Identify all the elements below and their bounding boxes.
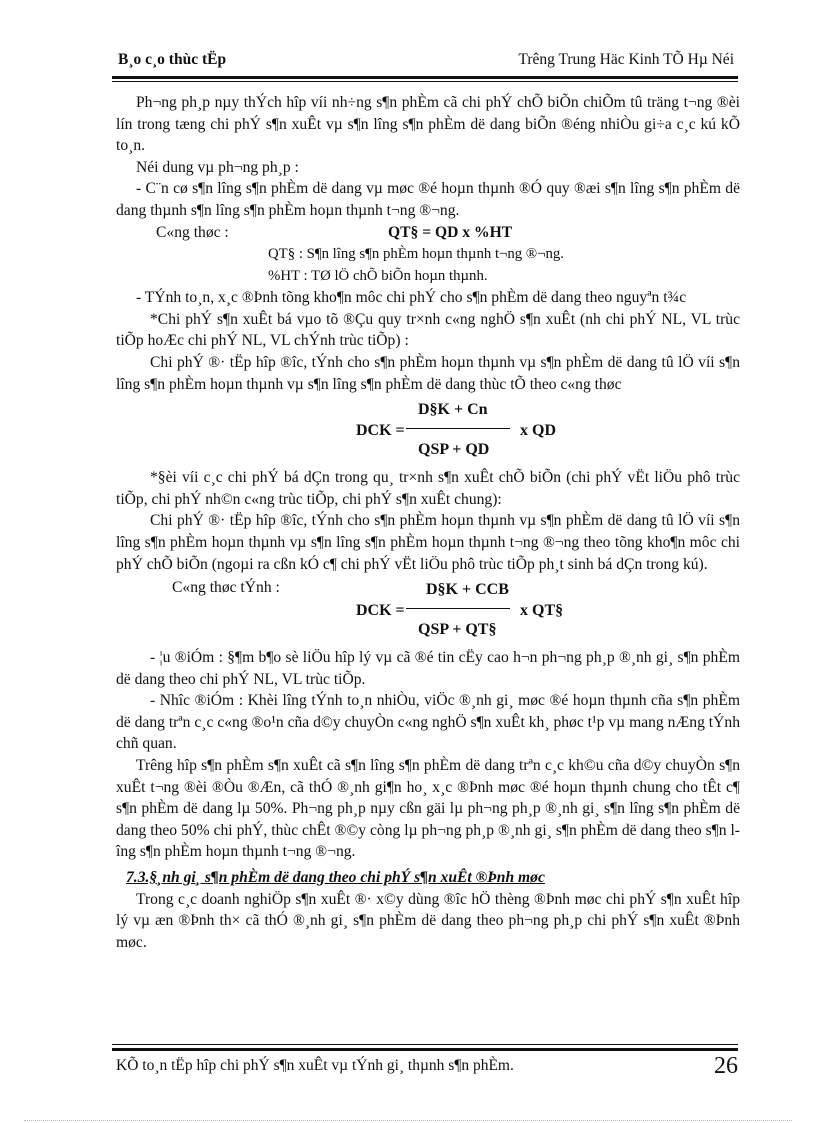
header-rule-thin bbox=[112, 81, 738, 82]
formula-rhs: x QT§ bbox=[520, 602, 564, 620]
paragraph-allocation-proportion: Chi phÝ ®· tËp hîp ®îc, tÝnh cho s¶n phÈm hoµn thµnh vµ s¶n phÈm dë dang tû lÖ víi s¶n lîng s¶n phÈm hoµn thµnh vµ s¶n lîng s¶n phÈm dë dang thùc tÕ theo c«ng thøc bbox=[116, 353, 740, 393]
formula-dck-direct-material bbox=[116, 397, 740, 465]
paragraph-content-method-label: Néi dung vµ ph¬ng ph¸p : bbox=[136, 158, 299, 176]
formula-lhs: DCK = bbox=[356, 602, 405, 620]
section-heading-7-3: 7.3.§¸nh gi¸ s¶n phÈm dë dang theo chi phÝ s¶n xuÊt ®Þnh møc bbox=[126, 869, 545, 887]
page-header bbox=[112, 48, 738, 74]
header-rule-thick bbox=[112, 76, 738, 79]
formula-rhs: x QD bbox=[520, 422, 556, 440]
formula-numerator: D§K + CCB bbox=[426, 581, 509, 599]
paragraph-advantages: - ¦u ®iÓm : §¶m b¶o sè liÖu hîp lý vµ cã ®é tin cËy cao h¬n ph¬ng ph¸p ®¸nh gi¸ s¶n phÈm dë dang theo chi phÝ NL, VL trùc tiÕp. bbox=[116, 649, 740, 688]
paragraph-conversion-step: - C¨n cø s¶n lîng s¶n phÈm dë dang vµ møc ®é hoµn thµnh ®Ó quy ®æi s¶n lîng s¶n phÈm dë dang thµnh s¶n lîng s¶n phÈm hoµn thµnh t¬ng ®¬ng. bbox=[116, 180, 740, 219]
formula-label: C«ng thøc : bbox=[156, 223, 229, 241]
fraction-bar bbox=[406, 428, 510, 429]
formula-definition-qtd: QT§ : S¶n lîng s¶n phÈm hoµn thµnh t¬ng ®¬ng. bbox=[268, 245, 564, 262]
header-report-title: B¸o c¸o thùc tËp bbox=[118, 51, 227, 68]
paragraph-gradual-costs: *§èi víi c¸c chi phÝ bá dÇn trong qu¸ tr×nh s¶n xuÊt chÕ biÕn (chi phÝ vËt liÖu phô trùc tiÕp, chi phÝ nh©n c«ng trùc tiÕp, chi phÝ s¶n xuÊt chung): bbox=[116, 469, 740, 508]
formula-lhs: DCK = bbox=[356, 422, 405, 440]
page-edge-dotted-line bbox=[24, 1120, 792, 1121]
formula-expression: QT§ = QD x %HT bbox=[388, 223, 513, 241]
paragraph-equivalent-allocation: Chi phÝ ®· tËp hîp ®îc, tÝnh cho s¶n phÈm hoµn thµnh vµ s¶n phÈm dë dang tû lÖ víi s¶n lîng s¶n phÈm hoµn thµnh vµ s¶n lîng s¶n phÈm hoµn thµnh t¬ng ®¬ng theo tõng kho¶n môc chi phÝ chÕ biÕn (ngoµi ra cßn kÓ c¶ chi phÝ vËt liÖu phô trùc tiÕp ph¸t sinh bá dÇn trong kú). bbox=[116, 512, 740, 573]
formula-definition-ht: %HT : TØ lÖ chÕ biÕn hoµn thµnh. bbox=[268, 267, 488, 284]
footer-rule-thick bbox=[112, 1048, 738, 1051]
formula-equivalent-output bbox=[116, 222, 740, 266]
page-body bbox=[116, 92, 740, 953]
paragraph-direct-material-costs: *Chi phÝ s¶n xuÊt bá vµo tõ ®Çu quy tr×nh c«ng nghÖ s¶n xuÊt (nh chi phÝ NL, VL trùc tiÕp hoÆc chi phÝ NL, VL chÝnh trùc tiÕp) : bbox=[116, 310, 740, 350]
paragraph-disadvantages: - Nhîc ®iÓm : Khèi lîng tÝnh to¸n nhiÒu, viÖc ®¸nh gi¸ møc ®é hoµn thµnh cña s¶n phÈm dë dang trªn c¸c c«ng ®o¹n cña d©y chuyÒn c«ng nghÖ s¶n xuÊt kh¸ phøc t¹p vµ mang nÆng tÝnh chñ quan. bbox=[116, 692, 740, 753]
paragraph-applicability: Ph¬ng ph¸p nµy thÝch hîp víi nh÷ng s¶n phÈm cã chi phÝ chÕ biÕn chiÕm tû träng t¬ng ®èi lín trong tæng chi phÝ s¶n xuÊt vµ s¶n lîng s¶n phÈm dë dang biÕn ®éng nhiÒu gi÷a c¸c kú kÕ to¸n. bbox=[116, 94, 740, 155]
paragraph-cost-item-rule: - TÝnh to¸n, x¸c ®Þnh tõng kho¶n môc chi phÝ cho s¶n phÈm dë dang theo nguyªn t¾c bbox=[136, 289, 687, 307]
page-number: 26 bbox=[714, 1053, 738, 1079]
header-school-name: Trêng Trung Häc Kinh TÕ Hµ Néi bbox=[518, 51, 734, 68]
page-footer bbox=[116, 1053, 738, 1083]
footer-report-subject: KÕ to¸n tËp hîp chi phÝ s¶n xuÊt vµ tÝnh gi¸ thµnh s¶n phÈm. bbox=[116, 1057, 514, 1074]
formula-denominator: QSP + QD bbox=[418, 441, 490, 459]
paragraph-fifty-percent-method: Trêng hîp s¶n phÈm s¶n xuÊt cã s¶n lîng s¶n phÈm dë dang trªn c¸c kh©u cña d©y chuyÒn s¶n xuÊt t¬ng ®èi ®Òu ®Æn, cã thÓ ®¸nh gi¶n ho¸ x¸c ®Þnh møc ®é hoµn thµnh chung cho tÊt c¶ s¶n phÈm dë dang lµ 50%. Ph¬ng ph¸p nµy cßn gäi lµ ph¬ng ph¸p ®¸nh gi¸ s¶n lîng s¶n phÈm dë dang theo 50% chi phÝ, thùc chÊt ®©y còng lµ ph¬ng ph¸p ®¸nh gi¸ s¶n phÈm dë dang theo s¶n lîng s¶n phÈm hoµn thµnh t¬ng ®¬ng. bbox=[116, 757, 740, 861]
formula-denominator: QSP + QT§ bbox=[418, 621, 497, 639]
paragraph-standard-cost-method: Trong c¸c doanh nghiÖp s¶n xuÊt ®· x©y dùng ®îc hÖ thèng ®Þnh møc chi phÝ s¶n xuÊt hîp lý vµ æn ®Þnh th× cã thÓ ®¸nh gi¸ s¶n phÈm dë dang theo ph¬ng ph¸p chi phÝ s¶n xuÊt ®Þnh møc. bbox=[116, 890, 740, 951]
formula-label: C«ng thøc tÝnh : bbox=[172, 579, 280, 597]
footer-rule-thin bbox=[112, 1044, 738, 1045]
fraction-bar bbox=[406, 608, 510, 609]
formula-dck-processing bbox=[116, 577, 740, 645]
formula-numerator: D§K + Cn bbox=[418, 401, 488, 419]
